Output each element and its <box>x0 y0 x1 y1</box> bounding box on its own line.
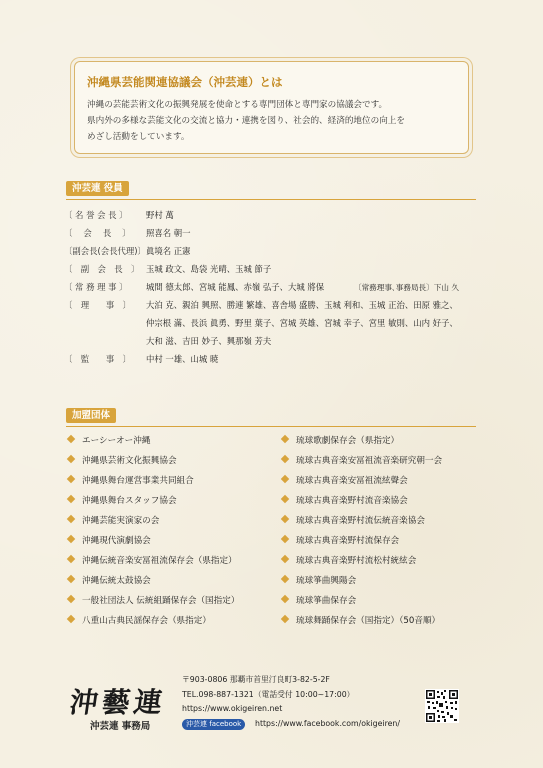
member-item: 沖縄芸能実演家の会 <box>68 514 159 526</box>
member-item: 沖縄県舞台運営事業共同組合 <box>68 474 194 486</box>
officer-names: 玉城 政文、島袋 光晴、玉城 節子 <box>146 264 272 274</box>
intro-line: 県内外の多様な芸能文化の交流と協力・連携を図り、社会的、経済的地位の向上を <box>87 116 405 126</box>
facebook-badge[interactable]: 沖芸連 facebook <box>182 719 245 730</box>
intro-line: めざし活動をしています。 <box>87 132 190 142</box>
intro-box <box>74 61 469 154</box>
diamond-bullet-icon <box>67 515 75 523</box>
member-item: エーシーオー沖縄 <box>68 434 150 446</box>
member-item: 沖縄県芸術文化振興協会 <box>68 454 177 466</box>
diamond-bullet-icon <box>281 455 289 463</box>
officer-names: 城間 德太郎、宮城 能鳳、赤嶺 弘子、大城 將保 <box>146 282 325 292</box>
diamond-bullet-icon <box>281 555 289 563</box>
officers-header: 沖芸連 役員 <box>66 181 129 196</box>
officer-label: 〔 副 会 長 〕 <box>64 264 140 274</box>
member-item: 琉球歌劇保存会（県指定） <box>282 434 399 446</box>
officer-label: 〔 名 誉 会 長 〕 <box>64 210 128 220</box>
diamond-bullet-icon <box>67 435 75 443</box>
members-header: 加盟団体 <box>66 408 116 423</box>
member-item: 琉球古典音楽安冨祖流絃聲会 <box>282 474 408 486</box>
member-item: 沖縄現代演劇協会 <box>68 534 151 546</box>
diamond-bullet-icon <box>281 595 289 603</box>
officers-rule <box>66 199 476 200</box>
facebook-link[interactable]: https://www.facebook.com/okigeiren/ <box>255 719 400 728</box>
member-item: 琉球古典音楽野村流保存会 <box>282 534 399 546</box>
diamond-bullet-icon <box>67 615 75 623</box>
member-item: 沖縄県舞台スタッフ協会 <box>68 494 177 506</box>
member-item: 沖縄伝統太鼓協会 <box>68 574 151 586</box>
diamond-bullet-icon <box>281 615 289 623</box>
officer-names: 大和 滋、吉田 妙子、興那嶺 芳夫 <box>146 336 272 346</box>
diamond-bullet-icon <box>67 535 75 543</box>
officer-label: 〔 理 事 〕 <box>64 300 131 310</box>
member-item: 沖縄伝統音楽安冨祖流保存会（県指定） <box>68 554 237 566</box>
member-item: 琉球古典音楽安冨祖流音楽研究朝一会 <box>282 454 442 466</box>
officer-names: 大泊 克、親泊 興照、勝連 繁雄、喜舎場 盛勝、玉城 利和、玉城 正治、田原 雅之、 <box>146 300 458 310</box>
diamond-bullet-icon <box>281 475 289 483</box>
intro-title: 沖縄県芸能関連協議会（沖芸連）とは <box>87 75 283 89</box>
diamond-bullet-icon <box>67 595 75 603</box>
member-item: 八重山古典民謡保存会（県指定） <box>68 614 211 626</box>
diamond-bullet-icon <box>67 475 75 483</box>
diamond-bullet-icon <box>67 575 75 583</box>
office-name: 沖芸連 事務局 <box>90 721 151 732</box>
officer-names: 中村 一雄、山城 暁 <box>146 354 219 364</box>
member-item: 琉球古典音楽野村流伝統音楽協会 <box>282 514 425 526</box>
address: 〒903-0806 那覇市首里汀良町3-82-5-2F <box>182 675 330 684</box>
officer-names: 仲宗根 滿、長浜 眞勇、野里 葉子、宮城 英雄、宮城 幸子、宮里 敏則、山内 好子、 <box>146 318 458 328</box>
telephone: TEL.098-887-1321（電話受付 10:00~17:00） <box>182 690 355 699</box>
secretary-general: 〔常務理事､事務局長〕下山 久 <box>354 283 459 292</box>
member-item: 琉球箏曲興陽会 <box>282 574 356 586</box>
website-link[interactable]: https://www.okigeiren.net <box>182 704 283 713</box>
intro-line: 沖縄の芸能芸術文化の振興発展を使命とする専門団体と専門家の協議会です。 <box>87 100 388 110</box>
members-rule <box>66 426 476 427</box>
diamond-bullet-icon <box>281 435 289 443</box>
officer-label: 〔 監 事 〕 <box>64 354 131 364</box>
member-item: 琉球箏曲保存会 <box>282 594 356 606</box>
officer-names: 照喜名 朝一 <box>146 228 191 238</box>
okigeiren-logo: 沖藝連 <box>67 686 169 719</box>
diamond-bullet-icon <box>281 535 289 543</box>
diamond-bullet-icon <box>67 555 75 563</box>
officer-names: 眞境名 正憲 <box>146 246 191 256</box>
member-item: 琉球舞踊保存会（国指定）（50音順） <box>282 614 440 626</box>
officer-names: 野村 萬 <box>146 210 174 220</box>
diamond-bullet-icon <box>281 515 289 523</box>
officer-label: 〔 常 務 理 事 〕 <box>64 282 128 292</box>
officer-label: 〔副会長(会長代理)〕 <box>64 246 146 256</box>
qr-code-icon[interactable] <box>425 689 459 723</box>
diamond-bullet-icon <box>281 575 289 583</box>
diamond-bullet-icon <box>67 455 75 463</box>
officer-label: 〔 会 長 〕 <box>64 228 131 238</box>
member-item: 琉球古典音楽野村流音楽協会 <box>282 494 408 506</box>
diamond-bullet-icon <box>67 495 75 503</box>
member-item: 一般社団法人 伝統組踊保存会（国指定） <box>68 594 239 606</box>
diamond-bullet-icon <box>281 495 289 503</box>
member-item: 琉球古典音楽野村流松村統絃会 <box>282 554 416 566</box>
